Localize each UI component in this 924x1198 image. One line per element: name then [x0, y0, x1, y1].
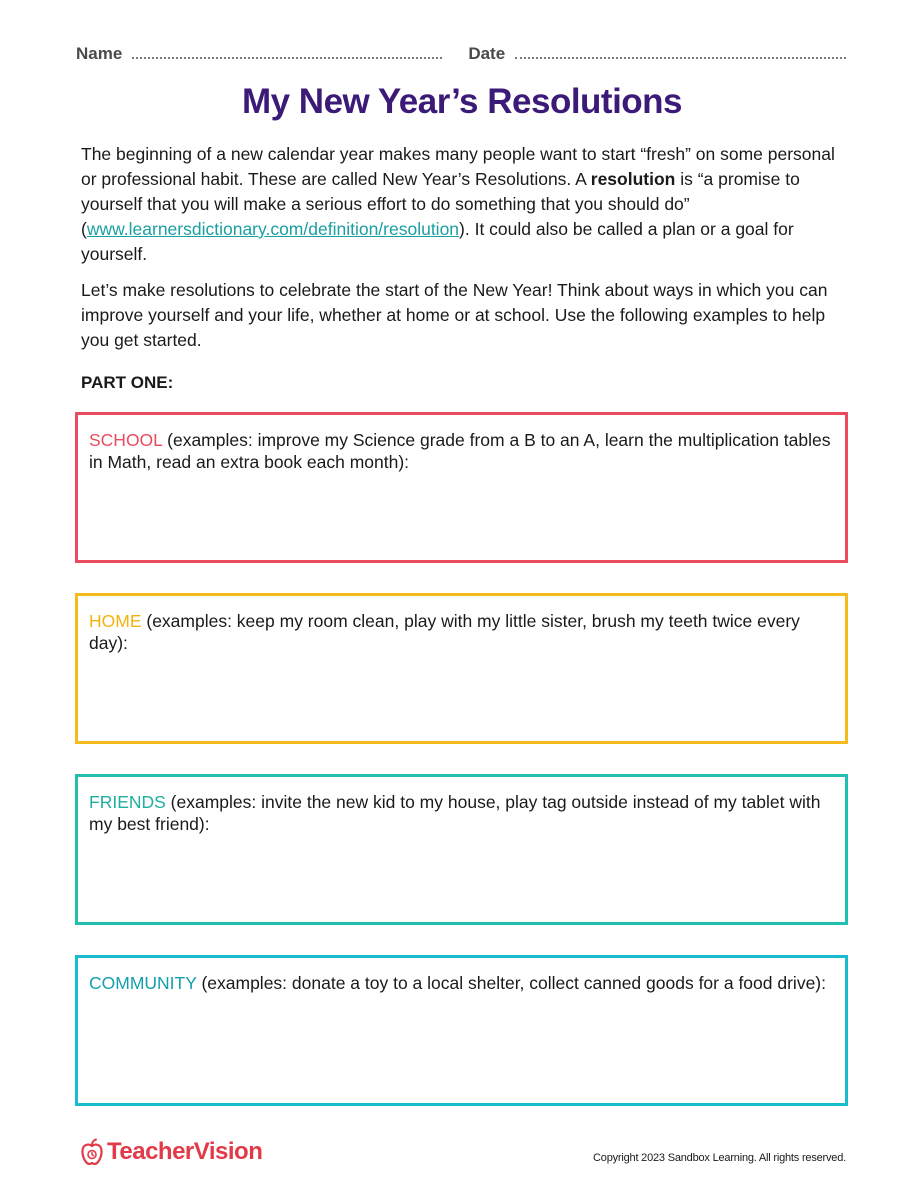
- name-field-line[interactable]: [132, 57, 442, 59]
- intro-text-1: The beginning of a new calendar year makes many people want to start “fresh” on some personal or professional habit. These are called New Year’s Resolutions. A: [81, 144, 835, 189]
- resolution-term: resolution: [590, 169, 676, 189]
- intro-paragraph-1: [81, 142, 853, 267]
- community-label: COMMUNITY: [89, 973, 197, 993]
- intro-paragraph-2: Let’s make resolutions to celebrate the start of the New Year! Think about ways in which you can improve yourself and your life, whether at home or at school. Use the following examples to help you get started.: [81, 280, 828, 350]
- name-label: Name: [76, 44, 123, 63]
- intro-text-3: ). It could also be called a plan or a goal for yourself.: [81, 219, 794, 264]
- home-resolution-box[interactable]: [75, 593, 848, 744]
- school-label: SCHOOL: [89, 430, 163, 450]
- community-examples: (examples: donate a toy to a local shelter, collect canned goods for a food drive):: [196, 973, 826, 993]
- teachervision-logo: [80, 1138, 262, 1166]
- page-title: My New Year’s Resolutions: [241, 82, 683, 121]
- name-date-header: [76, 40, 846, 64]
- apple-icon: [80, 1138, 104, 1166]
- copyright-notice: Copyright 2023 Sandbox Learning. All rights reserved.: [593, 1152, 846, 1164]
- intro-text-2: is “a promise to yourself that you will make a serious effort to do something that you should do” (: [81, 169, 800, 239]
- home-examples: (examples: keep my room clean, play with my little sister, brush my teeth twice every day):: [89, 611, 800, 653]
- friends-prompt: [89, 791, 834, 835]
- school-resolution-box[interactable]: [75, 412, 848, 563]
- logo-text: TeacherVision: [107, 1138, 263, 1165]
- friends-resolution-box[interactable]: [75, 774, 848, 925]
- friends-examples: (examples: invite the new kid to my house, play tag outside instead of my tablet with my best friend):: [89, 792, 821, 834]
- dictionary-link[interactable]: www.learnersdictionary.com/definition/resolution: [86, 219, 460, 239]
- home-prompt: [89, 610, 834, 654]
- community-resolution-box[interactable]: [75, 955, 848, 1106]
- date-field-line[interactable]: [515, 57, 846, 59]
- school-examples: (examples: improve my Science grade from a B to an A, learn the multiplication tables in Math, read an extra book each month):: [89, 430, 831, 472]
- school-prompt: [89, 429, 834, 473]
- date-label: Date: [468, 44, 506, 63]
- home-label: HOME: [89, 611, 142, 631]
- part-one-heading: PART ONE:: [81, 373, 174, 392]
- friends-label: FRIENDS: [89, 792, 166, 812]
- community-prompt: [89, 972, 834, 994]
